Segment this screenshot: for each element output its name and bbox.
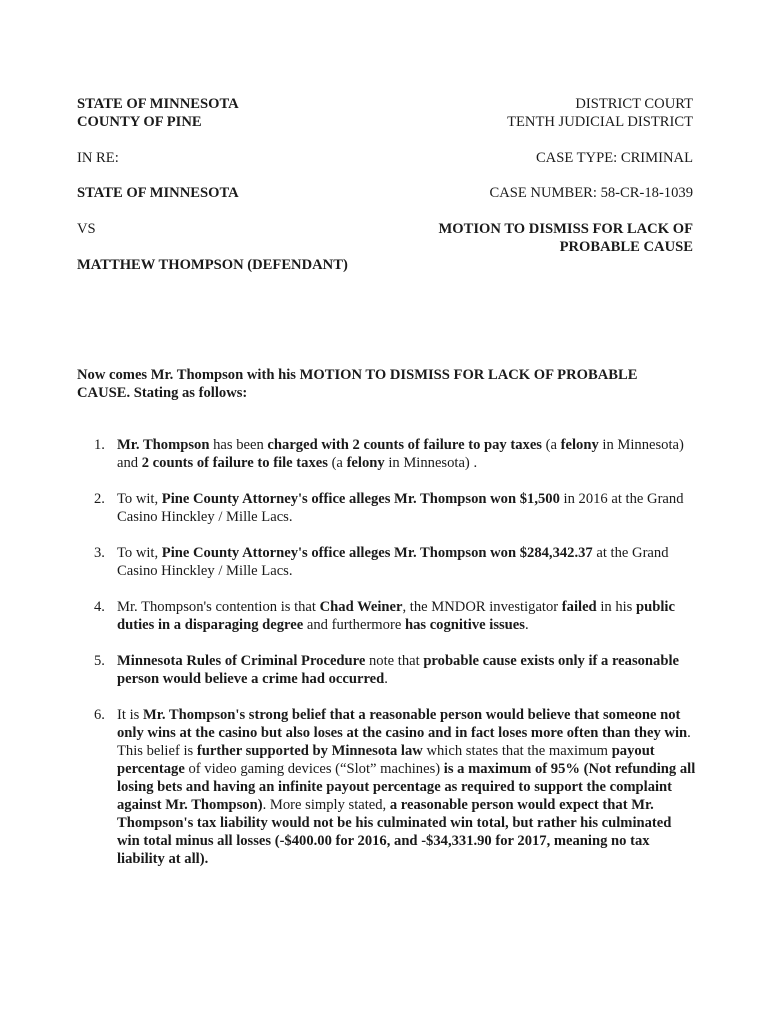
text-run: . (524, 617, 529, 633)
caption-case-type: CASE TYPE: CRIMINAL (535, 150, 693, 166)
list-item-number: 3. (94, 545, 105, 561)
bold-text: public duties in a disparaging degree (117, 599, 675, 633)
caption-defendant: MATTHEW THOMPSON (DEFENDANT) (77, 257, 348, 273)
bold-text: a reasonable person would expect that Mr. Thompson's tax liability would not be his culminated win total, but rather his culminated win total minus all losses (-$400.00 for 2016, and -$34,331.90 for 2017, meaning no tax liability at all). (117, 797, 672, 867)
intro-paragraph: Now comes Mr. Thompson with his MOTION TO DISMISS FOR LACK OF PROBABLE CAUSE. Stating as follows: (77, 367, 638, 401)
text-run: . This belief is (117, 725, 691, 759)
caption-district: TENTH JUDICIAL DISTRICT (507, 114, 693, 130)
text-run: It is (117, 707, 143, 723)
text-run: of video gaming devices (“Slot” machines) (184, 761, 444, 777)
list-item (77, 598, 697, 634)
bold-text: failed (561, 599, 597, 615)
list-item-number: 2. (94, 491, 105, 507)
text-run: (a (542, 437, 561, 453)
bold-text: probable cause exists only if a reasonable person would believe a crime had occurred (117, 653, 679, 687)
text-run: has been (209, 437, 268, 453)
bold-text: Pine County Attorney's office alleges Mr. Thompson won $284,342.37 (161, 545, 593, 561)
list-item-text (117, 437, 684, 471)
caption-row-court (77, 95, 693, 113)
text-run: To wit, (117, 491, 162, 507)
list-item-text (117, 653, 679, 687)
bold-text: felony (560, 437, 599, 453)
list-item (77, 652, 697, 688)
list-item-text (117, 545, 669, 579)
list-item-number: 5. (94, 653, 105, 669)
list-item-text (117, 707, 695, 867)
bold-text: Pine County Attorney's office alleges Mr. Thompson won $1,500 (161, 491, 560, 507)
bold-text: Chad Weiner (319, 599, 403, 615)
bold-text: charged with 2 counts of failure to pay taxes (267, 437, 542, 453)
text-run: in Minnesota) and (117, 437, 684, 471)
list-item-number: 4. (94, 599, 105, 615)
bold-text: further supported by Minnesota law (196, 743, 423, 759)
caption-motion-title (439, 220, 694, 256)
text-run: (a (327, 455, 347, 471)
bold-text: is a maximum of 95% (Not refunding all losing bets and having an infinite payout percentage as required to support the complaint against Mr. Thompson) (117, 761, 696, 813)
bold-text: has cognitive issues (404, 617, 525, 633)
caption-row-motion (77, 220, 693, 256)
text-run: in his (596, 599, 636, 615)
text-run: at the Grand Casino Hinckley / Mille Lacs. (117, 545, 669, 579)
caption-vs: VS (77, 221, 96, 237)
text-run: in Minnesota) . (384, 455, 478, 471)
list-item (77, 544, 697, 580)
list-item (77, 436, 697, 472)
caption-court: DISTRICT COURT (575, 96, 693, 112)
list-item-number: 1. (94, 437, 105, 453)
caption-county: COUNTY OF PINE (77, 114, 202, 130)
bold-text: Minnesota Rules of Criminal Procedure (117, 653, 366, 669)
list-item (77, 706, 697, 868)
caption-row-case-number (77, 184, 693, 202)
list-item-number: 6. (94, 707, 105, 723)
caption-motion-line1: MOTION TO DISMISS FOR LACK OF (438, 221, 693, 237)
text-run: . (384, 671, 388, 687)
caption-motion-line2: PROBABLE CAUSE (559, 239, 693, 255)
list-item-text (117, 491, 684, 525)
text-run: , the MNDOR investigator (402, 599, 562, 615)
bold-text: payout percentage (117, 743, 655, 777)
text-run: note that (365, 653, 424, 669)
list-item-text (117, 599, 675, 633)
caption-row-defendant (77, 256, 693, 274)
caption-case-number: CASE NUMBER: 58-CR-18-1039 (489, 185, 693, 201)
caption-plaintiff: STATE OF MINNESOTA (77, 185, 239, 201)
bold-text: Mr. Thompson's strong belief that a reasonable person would believe that someone not only wins at the casino but also loses at the casino and in fact loses more often than they win (117, 707, 688, 741)
text-run: Mr. Thompson's contention is that (117, 599, 320, 615)
text-run: in 2016 at the Grand Casino Hinckley / Mille Lacs. (117, 491, 684, 525)
text-run: and furthermore (303, 617, 405, 633)
numbered-list (77, 436, 697, 886)
bold-text: Mr. Thompson (117, 437, 210, 453)
list-item (77, 490, 697, 526)
text-run: . More simply stated, (262, 797, 390, 813)
caption-in-re: IN RE: (77, 150, 119, 166)
bold-text: felony (346, 455, 385, 471)
text-run: To wit, (117, 545, 162, 561)
caption-row-district (77, 113, 693, 131)
caption-row-case-type (77, 149, 693, 167)
text-run: which states that the maximum (422, 743, 612, 759)
bold-text: 2 counts of failure to file taxes (141, 455, 328, 471)
caption-state: STATE OF MINNESOTA (77, 96, 239, 112)
